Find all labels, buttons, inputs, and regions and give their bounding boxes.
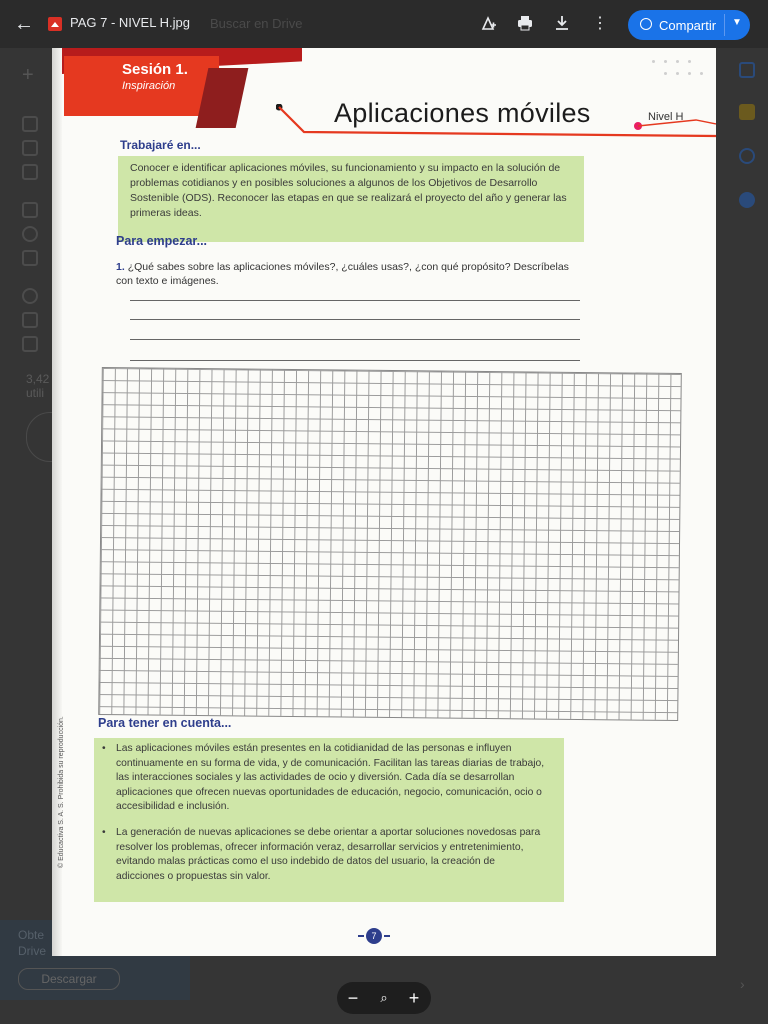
question-text: ¿Qué sabes sobre las aplicaciones móviles?, ¿cuáles usas?, ¿con qué propósito? Descríbelas con texto e imágenes. [116,261,569,287]
level-badge: Nivel H [648,111,684,123]
storage-label: utili [26,386,45,400]
share-label: Compartir [659,18,717,33]
notice-sub: Drive [18,944,47,958]
decor-dot [664,60,667,63]
trash-icon [22,312,38,328]
new-plus-icon: + [22,64,34,86]
page-number: 7 [366,928,382,944]
empezar-heading: Para empezar... [116,234,208,248]
tips-box [94,738,564,902]
page-number-dash [358,935,364,937]
share-button[interactable] [628,10,750,40]
zoom-out-icon[interactable]: − [347,988,359,1008]
add-to-drive-icon[interactable] [478,14,498,34]
answer-line [130,300,580,301]
decor-dot [676,72,679,75]
decor-dot [688,60,691,63]
tip-item: • Las aplicaciones móviles están presentes en la cotidianidad de las personas e influyen continuamente en su forma de vida, y de comunicación. Facilitan las tareas diarias de trabajo, las interacciones sociales y las actividades de ocio y diversión. Cada día se desarrollan aplicaciones que ofrecen nuevas oportunidades de educación, negocio, comunicación, ocio o accesibilidad e inclusión. [116,742,546,815]
answer-line [130,360,580,361]
recent-icon [22,226,38,242]
globe-icon [640,18,652,30]
decor-dot [664,72,667,75]
storage-amount: 3,42 [26,372,50,386]
starred-icon [22,250,38,266]
trabajare-heading: Trabajaré en... [120,138,201,152]
zoom-in-icon[interactable]: + [408,988,420,1008]
keep-icon[interactable] [739,104,755,120]
share-divider [724,14,725,36]
chevron-right-icon[interactable]: › [740,976,745,992]
print-icon[interactable] [515,14,535,34]
computers-icon [22,164,38,180]
download-icon[interactable] [552,14,572,34]
tip-item: • La generación de nuevas aplicaciones se debe orientar a aportar soluciones novedosas para resolver los problemas, ofrecer información veraz, desarrollar servicios y entretenimiento, evitando malas prácticas como el uso indebido de datos del usuario, la creación de adicciones o propuestas sin valor. [116,826,546,884]
objectives-text: Conocer e identificar aplicaciones móviles, su funcionamiento y su impacto en la solución de problemas cotidianos y en posibles soluciones a algunos de los Objetivos de Desarrollo Sostenible (ODS). Reconocer las etapas en que se realizará el proyecto del año y generar las primeras ideas. [130,162,567,219]
more-options-icon[interactable]: ⋮ [592,15,608,32]
image-file-icon [48,17,62,31]
copyright-note: © Educactiva S. A. S. Prohibida su reproducción. [58,716,65,868]
document-page [52,48,716,956]
download-app-button[interactable]: Descargar [18,968,120,990]
session-label: Sesión 1. [122,61,188,78]
answer-line [130,319,580,320]
answer-line [130,339,580,340]
decor-dot [688,72,691,75]
zoom-reset-icon[interactable]: ⌕ [380,990,388,1005]
calendar-icon[interactable] [739,62,755,78]
drawing-grid [98,367,682,721]
objectives-box [118,156,584,242]
my-drive-icon [22,140,38,156]
session-sublabel: Inspiración [122,80,176,92]
zoom-controls [337,982,431,1014]
decor-dot [700,72,703,75]
tasks-icon[interactable] [739,148,755,164]
tener-heading: Para tener en cuenta... [98,716,232,730]
decor-dot [652,60,655,63]
file-name: PAG 7 - NIVEL H.jpg [70,15,190,30]
share-dropdown-icon[interactable]: ▼ [732,17,742,28]
viewer-toolbar [0,0,768,48]
question-number: 1. [116,261,125,273]
page-title: Aplicaciones móviles [334,98,591,128]
home-icon [22,116,38,132]
page-number-dash [384,935,390,937]
back-arrow-icon[interactable]: ← [14,13,34,35]
search-input[interactable]: Buscar en Drive [210,16,303,31]
notice-title: Obte [18,928,45,942]
contacts-icon[interactable] [739,192,755,208]
spam-icon [22,288,38,304]
question-1 [116,260,576,288]
decor-dot [676,60,679,63]
shared-icon [22,202,38,218]
storage-icon [22,336,38,352]
